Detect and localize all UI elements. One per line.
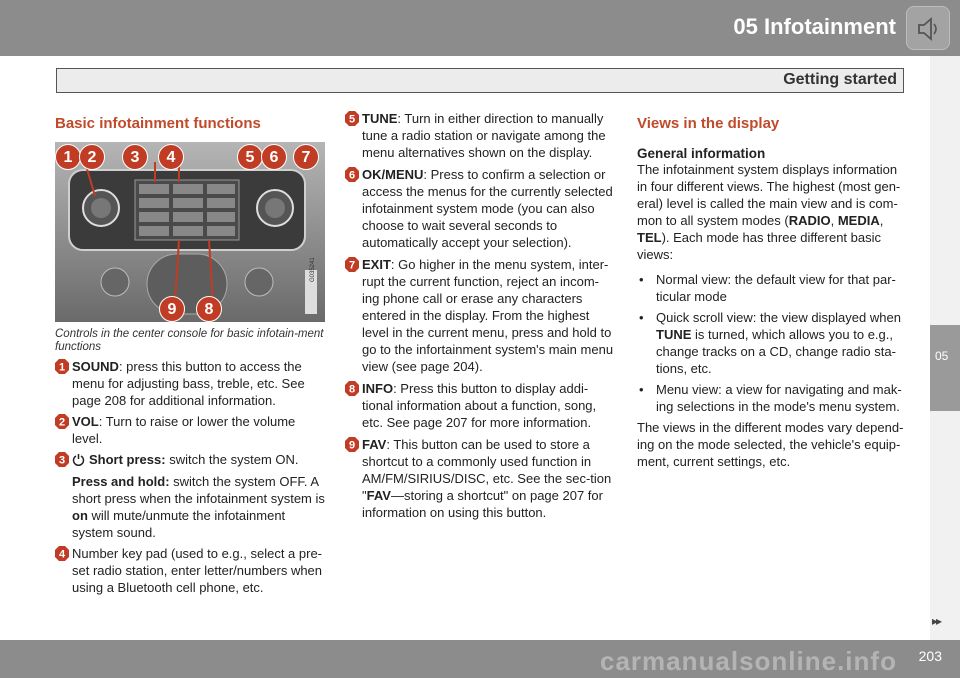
bullet-item: • Menu view: a view for navigating and mak-ing selections in the mode's menu system. — [637, 381, 909, 415]
svg-text:3: 3 — [58, 454, 66, 467]
svg-text:9: 9 — [348, 439, 356, 452]
item-label-2: Press and hold: — [72, 474, 170, 489]
svg-text:7: 7 — [348, 259, 356, 272]
list-item — [55, 451, 325, 541]
photo-code: G035241 — [310, 257, 316, 282]
svg-text:8: 8 — [348, 383, 356, 396]
item-text: : Press this button to display addi-tional information about a function, song, etc. See page 207 for more information. — [362, 381, 597, 430]
marker-2 — [55, 414, 69, 429]
item-text: Number key pad (used to e.g., select a pre-set radio station, enter letter/numbers when using a Bluetooth cell phone, etc. — [72, 546, 323, 595]
list-item — [345, 380, 615, 431]
photo-callout: 9 — [159, 296, 185, 322]
photo-callout: 8 — [196, 296, 222, 322]
photo-callout: 6 — [261, 144, 287, 170]
column-right — [637, 115, 909, 474]
bullet-item: • Quick scroll view: the view displayed when TUNE is turned, which allows you to e.g., change tracks on a CD, change radio sta-tions, etc. — [637, 309, 909, 377]
marker-6 — [345, 167, 359, 182]
subheading-general: General information — [637, 146, 766, 161]
photo-callout: 1 — [55, 144, 81, 170]
list-item — [345, 166, 615, 251]
heading-views: Views in the display — [637, 115, 780, 132]
intro-paragraph: The infotainment system displays information in four different views. The highest (most gen-eral) level is called the main view and is com-mon to all system modes (RADIO, MEDIA, TEL). Each mode has three different basic views: — [637, 162, 901, 262]
list-item — [345, 110, 615, 161]
heading-basic-functions: Basic infotainment functions — [55, 115, 261, 132]
item-text: : press this button to access the menu for adjusting bass, treble, etc. See page 208 for additional information. — [72, 359, 305, 408]
photo-callout: 4 — [158, 144, 184, 170]
item-label: INFO — [362, 381, 394, 396]
section-bar — [56, 68, 904, 93]
item-text-2: —storing a shortcut" on page 207 for information on using this button. — [362, 488, 603, 520]
item-label: Short press: — [89, 452, 166, 467]
svg-text:6: 6 — [348, 169, 356, 182]
console-photo — [55, 142, 325, 322]
column-middle — [345, 110, 615, 525]
list-item — [345, 436, 615, 521]
next-page-icon: ▸▸ — [931, 614, 940, 628]
marker-3 — [55, 452, 69, 467]
list-item — [55, 413, 325, 447]
item-text: : Press to confirm a selection or access the menus for the currently selected infotainment system mode (you can also choose to wait several seconds to automatically accept your selection). — [362, 167, 613, 250]
svg-text:1: 1 — [58, 361, 66, 374]
svg-text:2: 2 — [58, 416, 66, 429]
column-left — [55, 115, 325, 600]
item-label: VOL — [72, 414, 99, 429]
item-label: OK/MENU — [362, 167, 424, 182]
chapter-title: 05 Infotainment — [733, 14, 896, 39]
item-text: : This button can be used to store a shortcut to a commonly used function in AM/FM/SIRIUS/DISC, etc. See the sec-tion " — [362, 437, 612, 503]
photo-callout: 3 — [122, 144, 148, 170]
page-number: 203 — [918, 648, 942, 664]
marker-4 — [55, 546, 69, 561]
item-label: SOUND — [72, 359, 119, 374]
photo-caption: Controls in the center console for basic infotain-ment functions — [55, 328, 324, 353]
item-text-2: switch the system OFF. A short press when the infotainment system is — [72, 474, 325, 506]
svg-text:4: 4 — [58, 548, 66, 561]
marker-1 — [55, 359, 69, 374]
outro-paragraph: The views in the different modes vary depend-ing on the mode selected, the vehicle's equip-ment, current settings, etc. — [637, 420, 904, 469]
item-label: EXIT — [362, 257, 391, 272]
marker-5 — [345, 111, 359, 126]
bullet-item: • Normal view: the default view for that par-ticular mode — [637, 271, 909, 305]
section-title: Getting started — [783, 71, 897, 88]
side-strip — [930, 56, 960, 326]
photo-callout: 7 — [293, 144, 319, 170]
chapter-tab-label: 05 — [935, 349, 949, 363]
list-item — [55, 545, 325, 596]
item-label-2: FAV — [366, 488, 391, 503]
photo-callout: 5 — [237, 144, 263, 170]
list-item — [345, 256, 615, 375]
item-text: : Turn in either direction to manually tune a radio station or navigate among the menu alternatives shown on the display. — [362, 111, 606, 160]
list-item — [55, 358, 325, 409]
item-label-3: on — [72, 508, 88, 523]
photo-callout: 2 — [79, 144, 105, 170]
item-label: TUNE — [362, 111, 398, 126]
speaker-icon — [906, 6, 950, 50]
power-icon — [72, 453, 85, 470]
watermark: carmanualsonline.info — [600, 646, 897, 676]
item-text-3: will mute/unmute the infotainment system sound. — [72, 508, 286, 540]
side-strip-lower — [930, 411, 960, 641]
item-label: FAV — [362, 437, 387, 452]
marker-7 — [345, 257, 359, 272]
item-text: : Turn to raise or lower the volume level. — [72, 414, 296, 446]
marker-8 — [345, 381, 359, 396]
marker-9 — [345, 437, 359, 452]
item-text: switch the system ON. — [165, 452, 299, 467]
item-text: : Go higher in the menu system, inter-rupt the current function, reject an incom-ing phone call or erase any characters entered in the display. From the highest level in the current menu, press and hold to go to the infortainment system's main menu view (see page 204). — [362, 257, 614, 374]
chapter-tab — [930, 325, 960, 411]
svg-text:5: 5 — [348, 113, 356, 126]
